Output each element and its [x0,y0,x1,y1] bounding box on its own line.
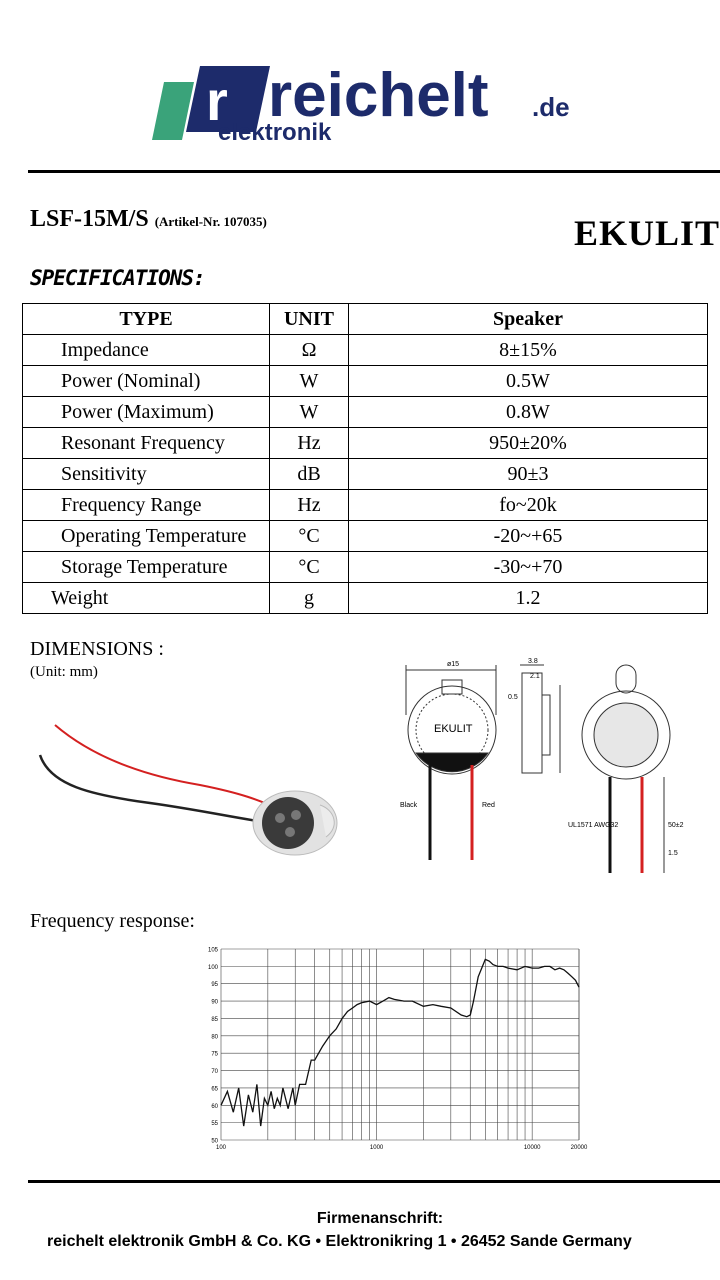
table-row [23,583,708,614]
spec-table [22,303,708,614]
drawing-depth-label: 3.8 [528,658,538,665]
row-unit: °C [270,521,349,552]
header-speaker: Speaker [349,304,708,335]
header-type: TYPE [23,304,270,335]
drawing-diameter-label: ø15 [447,661,460,668]
table-row [23,521,708,552]
table-row [23,552,708,583]
row-value: -20~+65 [349,521,708,552]
drawing-rim-label: 0.5 [508,694,518,701]
y-tick-label: 50 [211,1138,218,1145]
y-tick-label: 70 [211,1069,218,1076]
row-param: Resonant Frequency [23,428,270,459]
row-value: 0.5W [349,366,708,397]
top-divider [28,170,720,173]
x-tick-label: 10000 [523,1145,541,1151]
row-param: Weight [23,583,270,614]
y-tick-label: 100 [207,964,218,971]
x-tick-label: 1000 [369,1145,384,1151]
brand-name: EKULIT [574,213,720,253]
x-tick-label: 20000 [570,1145,588,1151]
row-value: 8±15% [349,335,708,366]
drawing-cable-label: UL1571 AWG32 [568,822,619,829]
y-tick-label: 75 [211,1051,218,1058]
drawing-black-label: Black [400,802,418,809]
dimensions-unit-note: (Unit: mm) [30,664,98,680]
y-tick-label: 60 [211,1103,218,1110]
product-title [30,206,267,233]
reichelt-logo [150,62,590,144]
row-param: Sensitivity [23,459,270,490]
drawing-strip-label: 1.5 [668,850,678,857]
y-tick-label: 85 [211,1016,218,1023]
speaker-photo [30,715,350,865]
drawing-depth2-label: 2.1 [530,673,540,680]
row-param: Operating Temperature [23,521,270,552]
table-row [23,335,708,366]
logo-main-text: reichelt [268,62,489,130]
row-value: 950±20% [349,428,708,459]
bottom-divider [28,1180,720,1183]
table-row [23,397,708,428]
row-value: -30~+70 [349,552,708,583]
logo-sub-text: elektronik [218,119,332,144]
dimension-drawing [392,655,702,880]
table-row [23,366,708,397]
frequency-response-heading: Frequency response: [30,910,195,932]
row-param: Power (Nominal) [23,366,270,397]
y-tick-label: 105 [207,947,218,954]
row-unit: W [270,397,349,428]
y-tick-label: 90 [211,999,218,1006]
row-unit: Hz [270,428,349,459]
product-name: LSF-15M/S [30,206,149,232]
chart-y-ticks [208,948,219,1145]
drawing-red-label: Red [482,802,495,809]
header-unit: UNIT [270,304,349,335]
row-param: Storage Temperature [23,552,270,583]
row-param: Power (Maximum) [23,397,270,428]
row-unit: °C [270,552,349,583]
row-unit: Hz [270,490,349,521]
drawing-length-label: 50±2 [668,822,684,829]
frequency-response-chart [195,940,595,1160]
table-row [23,459,708,490]
logo-r-glyph: r [206,69,228,132]
row-value: 90±3 [349,459,708,490]
specifications-heading: SPECIFICATIONS: [30,266,205,290]
row-unit: g [270,583,349,614]
row-unit: W [270,366,349,397]
chart-x-ticks [216,1145,588,1151]
article-number: (Artikel-Nr. 107035) [154,214,267,229]
row-value: fo~20k [349,490,708,521]
drawing-brand-label: EKULIT [434,723,473,735]
spec-table-header [23,304,708,335]
row-value: 1.2 [349,583,708,614]
table-row [23,428,708,459]
logo-tld-text: .de [532,92,570,122]
chart-grid [221,949,579,1140]
row-param: Frequency Range [23,490,270,521]
y-tick-label: 55 [211,1121,218,1128]
footer-address: reichelt elektronik GmbH & Co. KG • Elektronikring 1 • 26452 Sande Germany [47,1233,632,1250]
table-row [23,490,708,521]
row-unit: dB [270,459,349,490]
y-tick-label: 65 [211,1086,218,1093]
row-value: 0.8W [349,397,708,428]
dimensions-heading: DIMENSIONS : [30,638,164,660]
row-unit: Ω [270,335,349,366]
y-tick-label: 95 [211,982,218,989]
footer-label: Firmenanschrift: [316,1210,444,1227]
row-param: Impedance [23,335,270,366]
y-tick-label: 80 [211,1034,218,1041]
x-tick-label: 100 [215,1145,227,1151]
